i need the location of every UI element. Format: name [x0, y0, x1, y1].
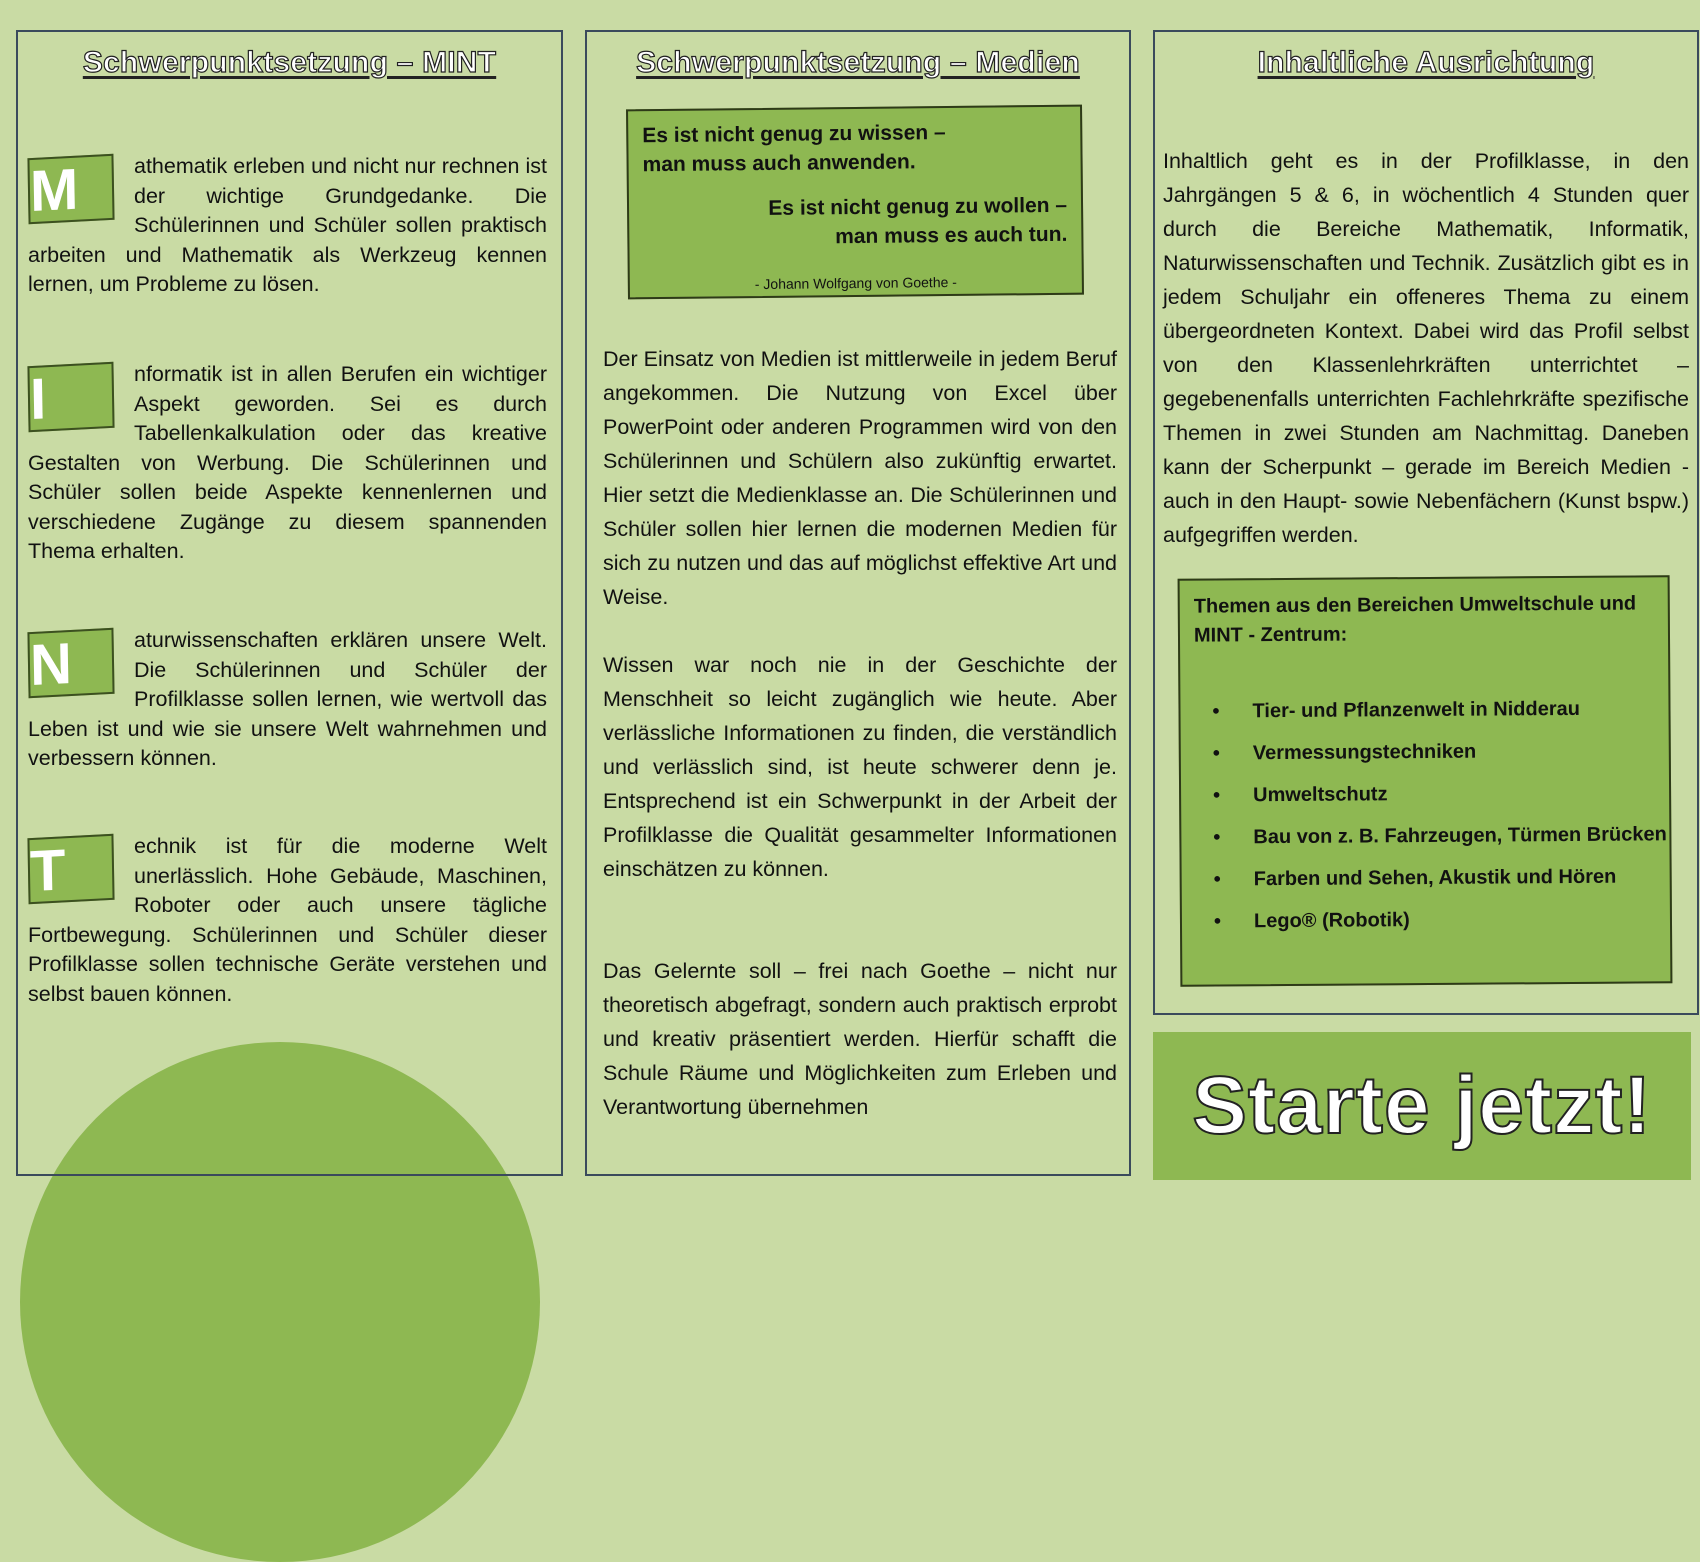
list-item: • Lego® (Robotik) [1254, 897, 1668, 942]
list-item: • Tier- und Pflanzenwelt in Nidderau [1252, 687, 1666, 732]
letter-badge-n: N [27, 628, 114, 698]
mint-item-naturwissenschaften [28, 626, 547, 774]
mint-item-text: echnik ist für die moderne Welt unerlässlich. Hohe Gebäude, Maschinen, Roboter oder auch unsere tägliche Fortbewegung. Schülerinnen und Schüler dieser Profilklasse sollen technische Geräte verstehen und selbst bauen können. [28, 834, 547, 1006]
mint-item-informatik [28, 360, 547, 567]
quote-part-1 [642, 118, 946, 179]
medien-title: Schwerpunktsetzung – Medien [636, 46, 1080, 79]
mint-item-text: aturwissenschaften erklären unsere Welt. Die Schülerinnen und Schüler der Profilklasse sollen lernen, wie wertvoll das Leben ist und wie sie unsere Welt wahrnehmen und verbessern können. [28, 628, 547, 770]
start-now-banner [1153, 1032, 1691, 1180]
quote-part-2 [768, 191, 1067, 252]
start-now-label: Starte jetzt! [1192, 1060, 1652, 1151]
list-item: • Umweltschutz [1253, 771, 1667, 816]
list-item: • Bau von z. B. Fahrzeugen, Türmen Brücken [1253, 813, 1667, 858]
medien-paragraph-1: Der Einsatz von Medien ist mittlerweile in jedem Beruf angekommen. Die Nutzung von Excel über PowerPoint oder anderen Programmen wird von den Schülerinnen und Schülern also zukünftig erwartet. Hier setzt die Medienklasse an. Die Schülerinnen und Schüler sollen hier lernen die modernen Medien für sich zu nutzen und das auf möglichst effektive Art und Weise. [603, 347, 1117, 609]
goethe-quote-box [626, 105, 1084, 300]
mint-title: Schwerpunktsetzung – MINT [82, 46, 497, 79]
topics-box [1178, 575, 1673, 986]
quote-line: man muss es auch tun. [835, 222, 1068, 249]
list-item: • Farben und Sehen, Akustik und Hören [1254, 855, 1668, 900]
list-item: • Vermessungstechniken [1253, 729, 1667, 774]
medien-paragraph-3: Das Gelernte soll – frei nach Goethe – nicht nur theoretisch abgefragt, sondern auch praktisch erprobt und kreativ präsentiert werden. Hierfür schafft die Schule Räume und Möglichkeiten zum Erleben und Verantwortung übernehmen [603, 959, 1117, 1119]
quote-line: man muss auch anwenden. [642, 150, 916, 177]
mint-panel [16, 30, 563, 1176]
medien-paragraph-2: Wissen war noch nie in der Geschichte der Menschheit so leicht zugänglich wie heute. Aber verlässliche Informationen zu finden, die verständlich und verlässlich sind, ist heute schwerer denn je. Entsprechend ist ein Schwerpunkt in der Arbeit der Profilklasse die Qualität gesammelter Informationen einschätzen zu können. [603, 653, 1117, 881]
letter-badge-i: I [27, 362, 114, 432]
quote-line: Es ist nicht genug zu wissen – [642, 121, 946, 148]
mint-item-text: athematik erleben und nicht nur rechnen ist der wichtige Grundgedanke. Die Schülerinnen und Schüler sollen praktisch arbeiten und Mathematik als Werkzeug kennen lernen, um Probleme zu lösen. [28, 154, 547, 296]
mint-item-technik [28, 832, 547, 1009]
topics-title: Themen aus den Bereichen Umweltschule und MINT - Zentrum: [1193, 592, 1637, 647]
mint-item-text: nformatik ist in allen Berufen ein wichtiger Aspekt geworden. Sei es durch Tabellenkalkulation oder das kreative Gestalten von Werbung. Die Schülerinnen und Schüler sollen beide Aspekte kennenlernen und verschiedene Zugänge zu diesem spannenden Thema erhalten. [28, 362, 547, 563]
quote-source: - Johann Wolfgang von Goethe - [754, 273, 957, 293]
inhalt-paragraph: Inhaltlich geht es in der Profilklasse, in den Jahrgängen 5 & 6, in wöchentlich 4 Stunden quer durch die Bereiche Mathematik, Informatik, Naturwissenschaften und Technik. Zusätzlich gibt es in jedem Schuljahr ein offeneres Thema zu einem übergeordneten Kontext. Dabei wird das Profil selbst von den Klassenlehrkräften unterrichtet – gegebenenfalls unterrichten Fachlehrkräfte spezifische Themen in zwei Stunden am Nachmittag. Daneben kann der Scherpunkt – gerade im Bereich Medien - auch in den Haupt- sowie Nebenfächern (Kunst bspw.) aufgegriffen werden. [1163, 149, 1689, 547]
quote-line: Es ist nicht genug zu wollen – [768, 193, 1068, 220]
mint-item-mathematik [28, 152, 547, 300]
topics-list [1194, 687, 1667, 942]
inhalt-title: Inhaltliche Ausrichtung [1257, 46, 1595, 79]
inhalt-panel [1153, 30, 1699, 1015]
letter-badge-t: T [27, 834, 114, 904]
letter-badge-m: M [27, 154, 114, 224]
medien-panel [585, 30, 1131, 1176]
